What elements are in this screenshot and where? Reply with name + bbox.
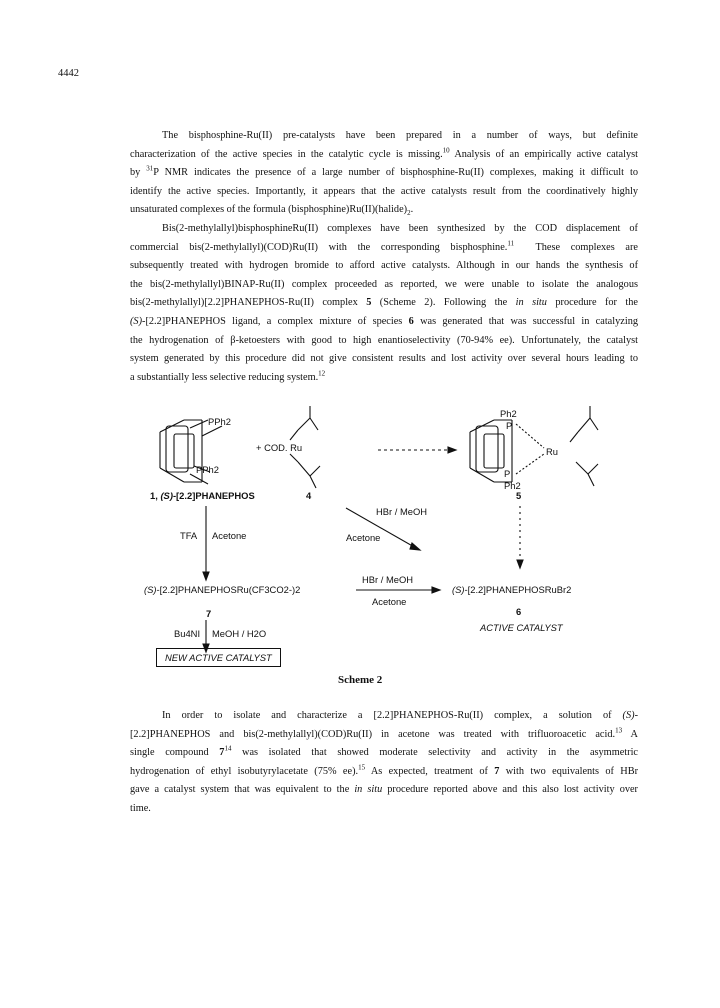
text-line: a substantially less selective reducing system.$^{12}$ [130, 369, 326, 383]
acetone-label-3: Acetone [372, 596, 407, 607]
text-line: the hydrogenation of β-ketoesters with good to high enantioselectivity (70-94% ee). Unfortunately, the catalyst [130, 334, 638, 346]
scheme-2 [144, 402, 640, 664]
text-line: system generated by this procedure did not give consistent results and lost activity over several hours leading to [130, 353, 638, 365]
compound-7-label: 7 [206, 608, 212, 619]
new-active-catalyst-box: NEW ACTIVE CATALYST [156, 648, 281, 667]
active-catalyst-label: ACTIVE CATALYST [480, 622, 563, 633]
compound-5-label: 5 [516, 490, 522, 501]
text-line: hydrogenation of ethyl isobutyrylacetate (75% ee).$^{15}$ As expected, treatment of 7 with two equivalents of HBr [130, 763, 638, 777]
bu4ni-label: Bu4NI [174, 628, 201, 639]
text-line: unsaturated complexes of the formula $(bisphosphine)Ru(II)(halide)_2$. [130, 204, 414, 218]
hbr-meoh-label-2: HBr / MeOH [362, 574, 414, 585]
page-number: 4442 [58, 68, 79, 79]
text-line: The bisphosphine-Ru(II) pre-catalysts have been prepared in a number of ways, but definite [162, 130, 638, 141]
ru-label: Ru [546, 446, 558, 457]
pph2-top-label: PPh2 [208, 416, 231, 427]
compound-6-label: 6 [516, 606, 522, 617]
text-line: gave a catalyst system that was equivalent to the in situ procedure reported above and this also lost activity over [130, 784, 638, 796]
text-line: single compound $7^{14}$ was isolated that showed moderate selectivity and activity in the asymmetric [130, 744, 638, 759]
p-bottom-label: P [504, 468, 511, 479]
compound-1-label: 1, (S)-[2.2]PHANEPHOS [150, 490, 255, 501]
paragraph-1 [130, 127, 638, 220]
text-line: bis(2-methylallyl)[2.2]PHANEPHOS-Ru(II) complex 5 (Scheme 2). Following the in situ procedure for the [130, 297, 638, 309]
text-line: subsequently treated with hydrogen bromide to afford active catalysts. Although in our hands the synthesis of [130, 260, 638, 272]
ph2-bottom-label: Ph2 [504, 480, 521, 491]
acetone-label-1: Acetone [346, 532, 381, 543]
ph2-top-label: Ph2 [500, 408, 517, 419]
text-line: time. [130, 802, 151, 814]
paracyclophane-ru-complex-5 [470, 406, 598, 486]
hbr-meoh-label-1: HBr / MeOH [376, 506, 428, 517]
text-line: [2.2]PHANEPHOS and bis(2-methylallyl)(COD)Ru(II) in acetone was treated with trifluoroacetic acid.$^{13}$ A [130, 726, 638, 740]
text-line: by $^{31}$P NMR indicates the presence of a large number of bisphosphine-Ru(II) complexes, making it difficult to [130, 164, 638, 179]
acetone-label-2: Acetone [212, 530, 247, 541]
compound-7-formula: (S)-[2.2]PHANEPHOSRu(CF3CO2-)2 [144, 584, 301, 595]
compound-6-formula: (S)-[2.2]PHANEPHOSRuBr2 [452, 584, 572, 595]
compound-4-label: 4 [306, 490, 312, 501]
pph2-bottom-label: PPh2 [196, 464, 219, 475]
p-top-label: P [506, 420, 513, 431]
tfa-label: TFA [180, 530, 198, 541]
paragraph-2 [130, 220, 638, 387]
text-line: In order to isolate and characterize a [2.2]PHANEPHOS-Ru(II) complex, a solution of (S)- [162, 710, 638, 721]
text-line: the bis(2-methylallyl)BINAP-Ru(II) complex proceeded as reported, we were unable to isolate the analogous [130, 278, 638, 290]
text-line: commercial bis(2-methylallyl)(COD)Ru(II) with the corresponding bisphosphine.$^{11}$ These complexes are [130, 239, 638, 253]
meoh-h2o-label: MeOH / H2O [212, 628, 267, 639]
text-line: (S)-[2.2]PHANEPHOS ligand, a complex mixture of species 6 was generated that was successful in catalyzing [130, 315, 638, 327]
scheme-caption: Scheme 2 [338, 674, 383, 686]
paragraph-3 [130, 707, 638, 819]
text-line: identify the active species. Importantly, it appears that the active catalysts result from the coordinatively highly [130, 185, 638, 197]
text-line: characterization of the active species in the catalytic cycle is missing.$^{10}$ Analysis of an empirically active catalyst [130, 146, 638, 160]
text-line: Bis(2-methylallyl)bisphosphineRu(II) complexes have been synthesized by the COD displacement of [162, 223, 638, 234]
cod-ru-label: + COD. Ru [256, 442, 303, 453]
